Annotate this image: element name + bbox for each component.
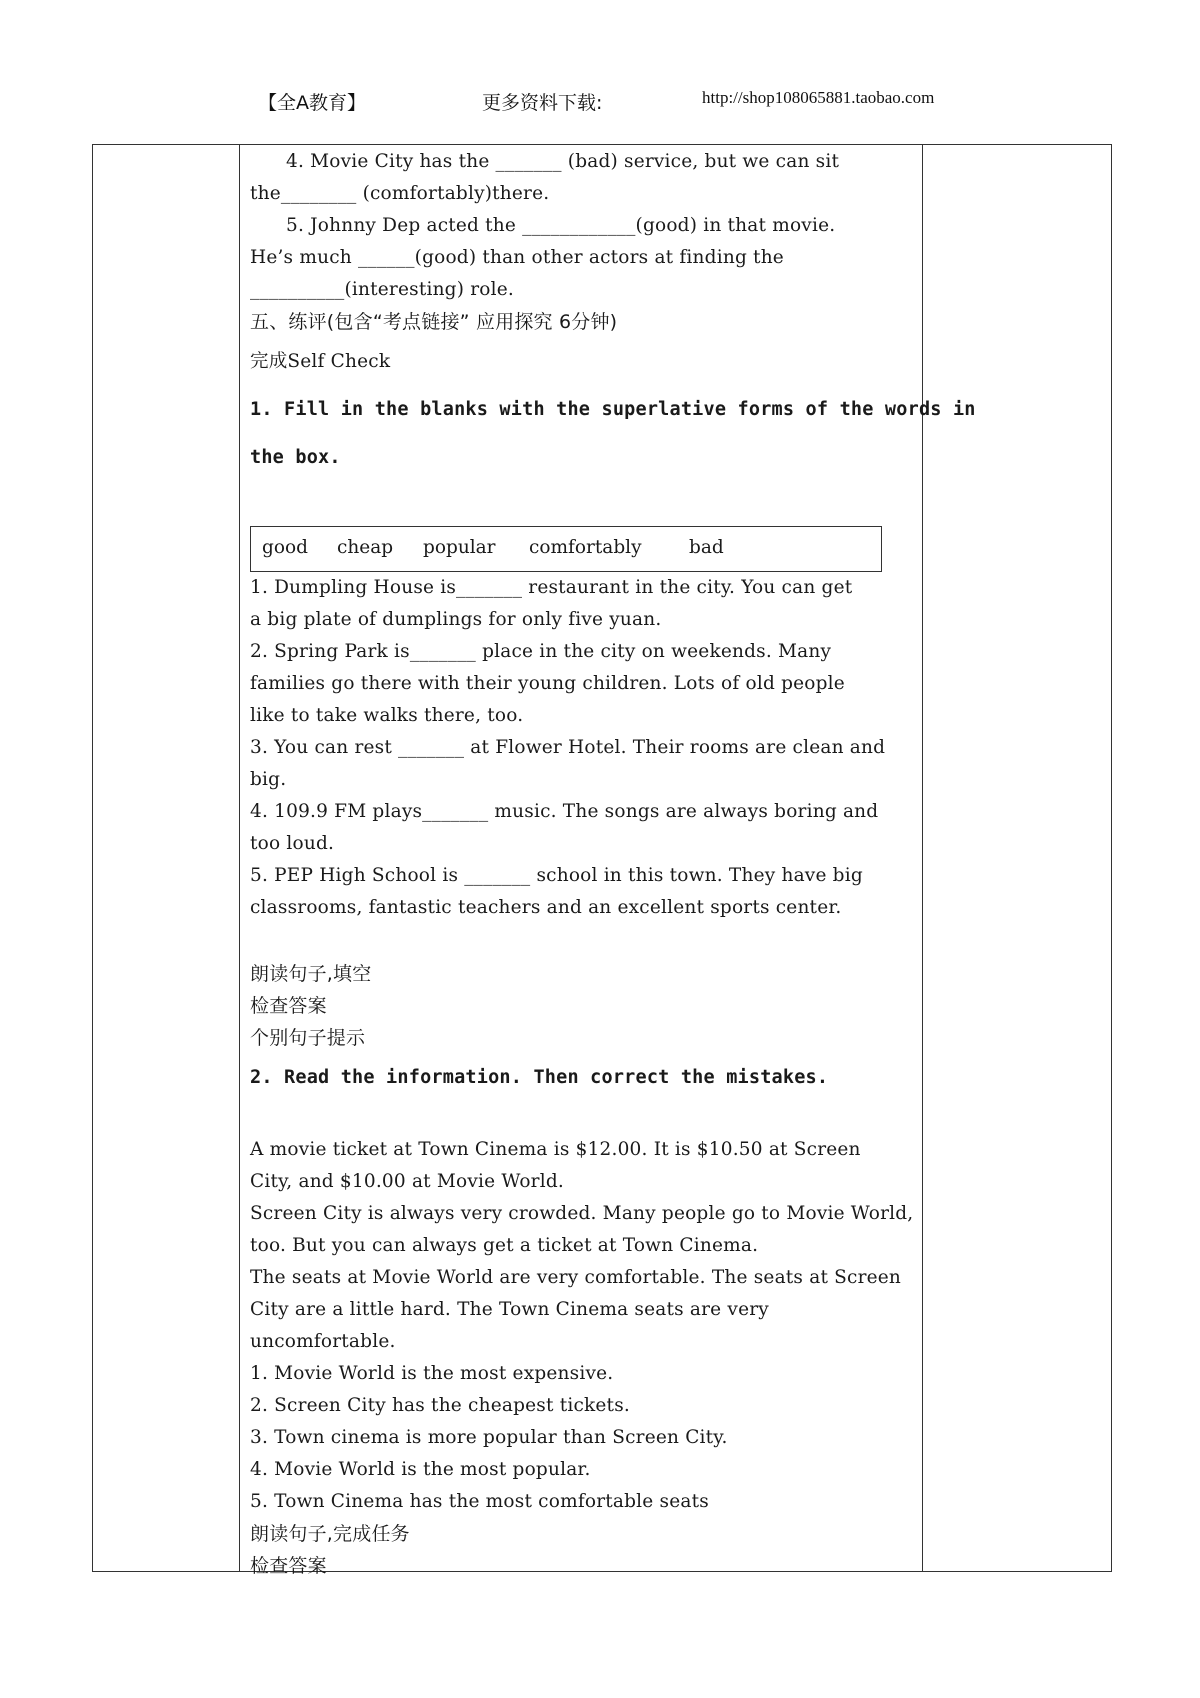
task1-title-cont: the box.: [250, 447, 341, 468]
word-box-item: popular: [423, 537, 496, 558]
section-five-heading: 五、练评(包含“考点链接” 应用探究 6分钟): [250, 311, 618, 333]
task2-statement: 4. Movie World is the most popular.: [250, 1459, 591, 1480]
exercise-line: He’s much ______(good) than other actors at finding the: [250, 247, 784, 268]
header-download-label: 更多资料下载:: [482, 92, 603, 114]
exercise-line: the________ (comfortably)there.: [250, 183, 550, 204]
exercise-line: 4. Movie City has the _______ (bad) service, but we can sit: [286, 151, 840, 172]
task1-line: classrooms, fantastic teachers and an excellent sports center.: [250, 897, 842, 918]
word-box-item: good: [262, 537, 308, 558]
word-box-item: cheap: [337, 537, 394, 558]
header-brand: 【全A教育】: [258, 92, 366, 114]
word-box: [250, 526, 882, 572]
task1-line: 1. Dumpling House is_______ restaurant in the city. You can get: [250, 577, 853, 598]
task2-title: 2. Read the information. Then correct the mistakes.: [250, 1067, 829, 1088]
task2-statement: 1. Movie World is the most expensive.: [250, 1363, 614, 1384]
note-line: 检查答案: [250, 995, 327, 1017]
task2-statement: 2. Screen City has the cheapest tickets.: [250, 1395, 630, 1416]
task2-line: too. But you can always get a ticket at Town Cinema.: [250, 1235, 759, 1256]
task2-statement: 3. Town cinema is more popular than Screen City.: [250, 1427, 728, 1448]
task2-line: The seats at Movie World are very comfortable. The seats at Screen: [250, 1267, 902, 1288]
task1-line: a big plate of dumplings for only five yuan.: [250, 609, 662, 630]
header-url[interactable]: http://shop108065881.taobao.com: [702, 88, 935, 107]
column-divider-left: [239, 145, 240, 1571]
task1-line: 3. You can rest _______ at Flower Hotel. Their rooms are clean and: [250, 737, 886, 758]
page-header: [0, 88, 1200, 112]
note-line: 个别句子提示: [250, 1027, 366, 1049]
task1-line: like to take walks there, too.: [250, 705, 524, 726]
task1-line: families go there with their young children. Lots of old people: [250, 673, 845, 694]
task1-title: 1. Fill in the blanks with the superlative forms of the words in: [250, 399, 976, 420]
task2-line: City are a little hard. The Town Cinema seats are very: [250, 1299, 769, 1320]
task2-statement: 5. Town Cinema has the most comfortable seats: [250, 1491, 709, 1512]
task1-line: 5. PEP High School is _______ school in this town. They have big: [250, 865, 863, 886]
task2-line: uncomfortable.: [250, 1331, 396, 1352]
task1-line: big.: [250, 769, 287, 790]
self-check-line: 完成Self Check: [250, 351, 391, 372]
column-divider-right: [922, 145, 923, 1571]
task1-line: 4. 109.9 FM plays_______ music. The songs are always boring and: [250, 801, 879, 822]
exercise-line: __________(interesting) role.: [250, 279, 514, 300]
task1-line: too loud.: [250, 833, 335, 854]
task1-line: 2. Spring Park is_______ place in the city on weekends. Many: [250, 641, 832, 662]
word-box-item: bad: [689, 537, 724, 558]
exercise-line: 5. Johnny Dep acted the ____________(good) in that movie.: [286, 215, 836, 236]
note-line: 朗读句子,填空: [250, 963, 372, 985]
task2-line: A movie ticket at Town Cinema is $12.00. It is $10.50 at Screen: [250, 1139, 861, 1160]
note-line: 朗读句子,完成任务: [250, 1523, 410, 1545]
lesson-table: [92, 144, 1112, 1572]
note-line: 检查答案: [250, 1555, 327, 1577]
task2-line: City, and $10.00 at Movie World.: [250, 1171, 564, 1192]
task2-line: Screen City is always very crowded. Many people go to Movie World,: [250, 1203, 914, 1224]
word-box-item: comfortably: [529, 537, 642, 558]
